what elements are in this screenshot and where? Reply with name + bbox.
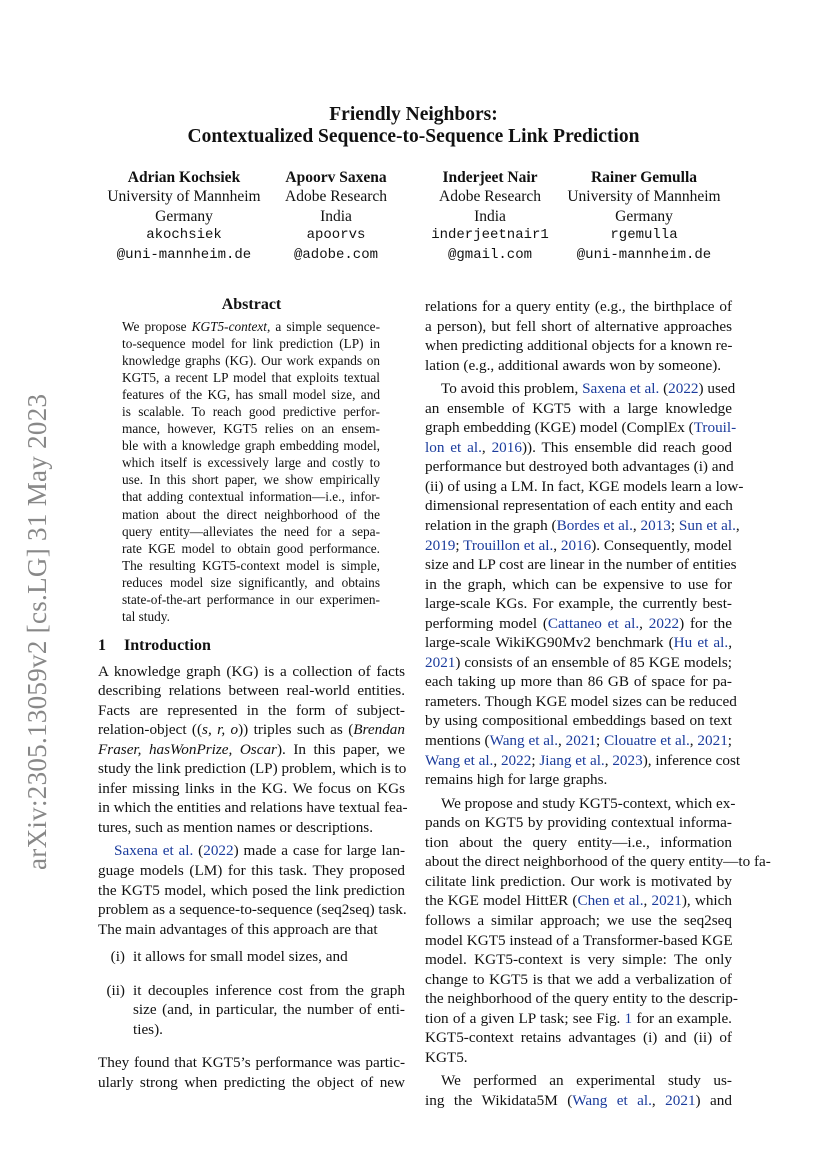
- citation-link[interactable]: 2021: [651, 892, 682, 910]
- citation-link[interactable]: 2022: [668, 380, 699, 398]
- text-run: each taking up more than 86 GB of space for pa-: [425, 673, 732, 691]
- text-line: [425, 418, 737, 438]
- text-run: cilitate link prediction. Our work is motivated by: [425, 872, 732, 890]
- text-run: ,: [558, 732, 566, 750]
- paper-title: [0, 104, 827, 148]
- list-item-label: (ii): [106, 981, 125, 999]
- abstract-heading: Abstract: [221, 296, 282, 313]
- text-run: ;: [531, 751, 540, 769]
- text-run: ) consists of an ensemble of 85 KGE models;: [455, 653, 732, 671]
- text-run: (: [659, 380, 669, 398]
- paragraph: [98, 841, 405, 939]
- text-run: tion of a given LP task; see Fig.: [425, 1009, 625, 1027]
- text-run: the KGT5 model, which posed the link prediction: [98, 881, 405, 899]
- text-run: ) used: [698, 380, 736, 398]
- italic-text: s, r, o: [202, 721, 239, 739]
- text-run: a person), but fell short of alternative approaches: [425, 317, 732, 335]
- text-run: about the direct neighborhood of the query entity—to fa-: [425, 853, 771, 871]
- text-line: [425, 1028, 732, 1048]
- text-line: [425, 911, 732, 931]
- text-line: [98, 841, 405, 861]
- author-email-domain: @uni-mannheim.de: [576, 246, 712, 263]
- text-line: [425, 516, 740, 536]
- text-line: [98, 740, 405, 760]
- text-run: it allows for small model sizes, and: [133, 948, 348, 966]
- text-line: [122, 574, 380, 591]
- arxiv-identifier: arXiv:2305.13059v2 [cs.LG] 31 May 2023: [22, 393, 52, 870]
- citation-link[interactable]: Wang et al.: [489, 732, 559, 750]
- text-line: [133, 981, 405, 1001]
- text-run: , a simple sequence-: [266, 319, 381, 334]
- right-column: [425, 297, 771, 1114]
- text-line: [425, 833, 732, 853]
- author-email: rgemulla: [610, 227, 678, 244]
- text-run: We performed an experimental study us-: [441, 1072, 732, 1090]
- text-line: [425, 1091, 732, 1111]
- text-run: KGT5-context retains advantages (i) and (ii) of: [425, 1029, 732, 1047]
- text-run: The resulting KGT5-context model is simple,: [122, 557, 380, 573]
- text-line: [425, 297, 732, 317]
- author: [99, 168, 269, 265]
- citation-link[interactable]: 2016: [560, 536, 592, 554]
- text-run: problem as a sequence-to-sequence (seq2seq) task.: [98, 901, 407, 919]
- text-run: mentions (: [425, 732, 490, 750]
- author-name: Apoorv Saxena: [285, 169, 387, 186]
- list-item-text: [133, 947, 405, 967]
- text-line: [133, 1020, 405, 1040]
- author-affiliation: Adobe Research: [285, 188, 387, 206]
- text-line: [122, 335, 380, 352]
- text-line: [122, 386, 380, 403]
- text-run: ). Consequently, model: [591, 536, 732, 554]
- text-run: size (and, in particular, the number of enti-: [133, 1001, 405, 1019]
- text-run: large-scale KGs. For example, the currently best-: [425, 595, 732, 613]
- text-line: [122, 471, 380, 488]
- text-run: tal study.: [122, 608, 170, 624]
- text-run: ,: [481, 438, 492, 456]
- text-run: rate KGE model to obtain good performance.: [122, 540, 380, 556]
- text-run: ,: [632, 517, 641, 535]
- text-run: ,: [639, 614, 649, 632]
- citation-link[interactable]: Chen et al.: [577, 892, 644, 910]
- italic-text: KGT5-context: [191, 319, 267, 334]
- citation-link[interactable]: Wang et al.: [425, 751, 494, 769]
- text-line: [425, 931, 732, 951]
- citation-link[interactable]: Cattaneo et al.: [547, 614, 640, 632]
- author-email-domain: @uni-mannheim.de: [116, 246, 252, 263]
- text-line: [425, 891, 732, 911]
- author-affiliation: Adobe Research: [439, 188, 541, 206]
- text-line: [98, 900, 405, 920]
- text-line: [425, 1009, 732, 1029]
- author-email: akochsiek: [146, 227, 222, 244]
- list-item-text: [133, 981, 405, 1040]
- text-run: (: [193, 842, 204, 860]
- text-line: [425, 1071, 732, 1091]
- text-run: ;: [455, 536, 464, 554]
- text-run: dimensional representation of each entity and each: [425, 497, 733, 515]
- text-run: ;: [596, 732, 605, 750]
- citation-link[interactable]: 2021: [565, 732, 597, 750]
- text-run: size and LP cost are linear in the number of entities: [425, 556, 737, 574]
- text-run: ) made a case for large lan-: [233, 842, 405, 860]
- text-run: model KGT5 instead of a Transformer-based KGE: [425, 931, 733, 949]
- text-line: [425, 477, 744, 497]
- text-line: [133, 1000, 405, 1020]
- citation-link[interactable]: Sun et al.: [678, 517, 736, 535]
- text-line: [122, 437, 380, 454]
- paragraph: [425, 379, 744, 789]
- text-run: ,: [643, 892, 652, 910]
- paragraph: [425, 794, 771, 1068]
- text-line: [98, 779, 405, 799]
- author-email: apoorvs: [306, 227, 366, 244]
- text-line: [122, 591, 380, 608]
- text-run: (ii) of using a LM. In fact, KGE models learn a low-: [425, 477, 744, 495]
- author-country: Germany: [615, 207, 673, 225]
- author-affiliation: University of Mannheim: [107, 188, 261, 206]
- text-run: relation-object ((: [98, 721, 203, 739]
- author-affiliation: University of Mannheim: [567, 188, 721, 206]
- citation-link[interactable]: 2021: [665, 1091, 696, 1109]
- text-run: tures, such as mention names or descriptions.: [98, 818, 374, 836]
- list-item: [98, 981, 405, 1040]
- text-line: [122, 608, 380, 625]
- citation-link[interactable]: Bordes et al.: [556, 517, 633, 535]
- text-run: relation in the graph (: [425, 517, 557, 535]
- text-run: that adding contextual information—i.e., infor-: [122, 489, 380, 505]
- citation-link[interactable]: 2019: [425, 536, 456, 554]
- text-line: [98, 681, 405, 701]
- text-run: state-of-the-art performance in our experimen-: [122, 591, 380, 607]
- italic-text: Fraser, hasWonPrize, Oscar: [98, 740, 277, 758]
- text-run: by using compositional embeddings based on text: [425, 712, 732, 730]
- text-line: [425, 336, 732, 356]
- italic-text: Brendan: [353, 721, 405, 739]
- text-line: [425, 379, 736, 399]
- text-run: query entity—alleviates the need for a sepa-: [122, 523, 380, 539]
- text-line: [98, 720, 405, 740]
- text-run: We propose and study KGT5-context, which ex-: [441, 794, 736, 812]
- text-line: [98, 798, 408, 818]
- citation-link[interactable]: 2022: [203, 842, 234, 860]
- text-run: graph embedding (KGE) model (ComplEx (: [425, 419, 694, 437]
- author-country: India: [474, 207, 506, 225]
- citation-link[interactable]: 2013: [640, 517, 671, 535]
- text-line: [425, 794, 736, 814]
- paragraph: [98, 662, 408, 838]
- text-line: [425, 813, 732, 833]
- citation-link[interactable]: Jiang et al.: [539, 751, 605, 769]
- text-line: [425, 872, 732, 892]
- text-line: [122, 557, 380, 574]
- text-run: ;: [670, 517, 679, 535]
- author-name: Inderjeet Nair: [442, 169, 538, 186]
- text-run: The main advantages of this approach are that: [98, 920, 378, 938]
- text-run: features of the KG, has small model size, and: [122, 387, 380, 403]
- text-line: [425, 989, 738, 1009]
- list-item: [98, 947, 405, 967]
- author-email-domain: @gmail.com: [447, 246, 532, 263]
- text-line: [98, 881, 405, 901]
- text-run: remains high for large graphs.: [425, 771, 608, 789]
- text-run: ) for the: [679, 614, 733, 632]
- advantages-list: [98, 947, 405, 1039]
- text-run: ), inference cost: [642, 751, 741, 769]
- text-line: [98, 701, 405, 721]
- author-country: India: [320, 207, 352, 225]
- left-paragraphs: [98, 662, 408, 940]
- text-run: describing relations between real-world entities.: [98, 682, 405, 700]
- text-line: [425, 653, 732, 673]
- text-run: ,: [493, 751, 501, 769]
- text-run: A knowledge graph (KG) is a collection of facts: [98, 662, 405, 680]
- citation-link[interactable]: 2023: [612, 751, 643, 769]
- text-run: is scalable. To reach good predictive perfor-: [122, 404, 380, 420]
- text-run: large-scale WikiKG90Mv2 benchmark (: [425, 634, 674, 652]
- author: [251, 168, 421, 265]
- text-line: [122, 454, 380, 471]
- citation-link[interactable]: Saxena et al.: [114, 842, 194, 860]
- citation-link[interactable]: Trouillon et al.: [463, 536, 554, 554]
- title-line-2: Contextualized Sequence-to-Sequence Link Prediction: [187, 126, 640, 147]
- text-line: [425, 1048, 732, 1068]
- paragraph: [425, 1071, 732, 1110]
- left-column: [98, 636, 408, 1092]
- citation-link[interactable]: 2021: [425, 653, 456, 671]
- text-line: [122, 352, 380, 369]
- text-line: [122, 506, 380, 523]
- paragraph: [425, 297, 732, 375]
- text-line: [425, 457, 732, 477]
- list-item-label: (i): [110, 948, 125, 966]
- text-run: ularly strong when predicting the object of new: [98, 1073, 405, 1091]
- text-line: [122, 523, 380, 540]
- text-run: )). This ensemble did reach good: [521, 438, 733, 456]
- text-run: ,: [553, 536, 561, 554]
- text-line: [98, 1073, 405, 1093]
- text-line: [425, 399, 732, 419]
- text-line: [425, 594, 732, 614]
- text-line: [425, 575, 732, 595]
- text-run: ), which: [681, 892, 732, 910]
- text-line: [425, 555, 737, 575]
- text-run: use. In this short paper, we show empirically: [122, 472, 380, 488]
- text-line: [98, 818, 405, 838]
- author-email: inderjeetnair1: [431, 227, 549, 244]
- citation-link[interactable]: lon et al.: [425, 438, 482, 456]
- citation-link[interactable]: 1: [624, 1009, 633, 1027]
- text-run: to-sequence model for link prediction (LP) in: [122, 336, 380, 352]
- citation-link[interactable]: Clouatre et al.: [604, 732, 690, 750]
- text-run: ing the Wikidata5M (: [425, 1091, 573, 1109]
- author: [405, 168, 575, 265]
- text-run: KGT5.: [425, 1048, 468, 1066]
- text-run: an ensemble of KGT5 with a large knowledge: [425, 399, 732, 417]
- text-line: [425, 852, 771, 872]
- text-run: in which the entities and relations have textual fea-: [98, 799, 408, 817]
- section-heading: [98, 636, 405, 656]
- text-run: They found that KGT5’s performance was partic-: [98, 1054, 405, 1072]
- citation-link[interactable]: Wang et al.: [572, 1091, 652, 1109]
- citation-link[interactable]: Saxena et al.: [582, 380, 660, 398]
- text-run: We propose: [122, 319, 192, 334]
- text-line: [425, 770, 732, 790]
- text-run: ,: [728, 634, 732, 652]
- section-number: 1: [98, 637, 106, 654]
- text-run: it decouples inference cost from the graph: [133, 981, 405, 999]
- paragraph: [98, 1053, 405, 1092]
- section-title: Introduction: [124, 637, 211, 654]
- text-run: performing model (: [425, 614, 548, 632]
- text-run: ) and: [695, 1091, 732, 1109]
- abstract-body: [122, 318, 380, 625]
- text-run: lation (e.g., additional awards won by someone).: [425, 356, 722, 374]
- text-run: which itself is excessively large and costly to: [122, 455, 380, 471]
- text-line: [425, 970, 732, 990]
- text-run: follows a similar approach; we use the seq2seq: [425, 911, 732, 929]
- text-run: )) triples such as (: [238, 721, 354, 739]
- text-line: [425, 692, 737, 712]
- text-line: [98, 861, 405, 881]
- text-run: in the graph, which can be expensive to use for: [425, 575, 732, 593]
- text-line: [425, 536, 732, 556]
- text-line: [122, 318, 380, 335]
- text-line: [122, 369, 380, 386]
- title-line-1: Friendly Neighbors:: [329, 104, 498, 125]
- citation-link[interactable]: 2022: [500, 751, 532, 769]
- text-run: pands on KGT5 by providing contextual informa-: [425, 814, 732, 832]
- text-line: [122, 488, 380, 505]
- text-run: tion about the query entity—i.e., information: [425, 833, 732, 851]
- text-line: [425, 614, 732, 634]
- text-run: infer missing links in the KG. We focus on KGs: [98, 779, 405, 797]
- text-run: mation about the direct neighborhood of the: [122, 506, 380, 522]
- text-line: [425, 731, 732, 751]
- text-run: guage models (LM) for this task. They proposed: [98, 862, 405, 880]
- citation-link[interactable]: 2016: [491, 438, 522, 456]
- text-run: KGT5, a recent LP model that exploits textual: [122, 370, 380, 386]
- text-run: the neighborhood of the query entity to the descrip-: [425, 990, 738, 1008]
- citation-link[interactable]: 2022: [648, 614, 680, 632]
- text-run: model. KGT5-context is very simple: The only: [425, 951, 732, 969]
- text-line: [98, 920, 405, 940]
- text-line: [425, 711, 732, 731]
- text-run: ,: [735, 517, 740, 535]
- text-run: ties).: [133, 1020, 163, 1038]
- citation-link[interactable]: 2021: [697, 732, 728, 750]
- text-run: relations for a query entity (e.g., the birthplace of: [425, 298, 732, 315]
- text-line: [133, 947, 405, 967]
- author-country: Germany: [155, 207, 213, 225]
- text-line: [425, 438, 732, 458]
- text-line: [425, 950, 732, 970]
- text-line: [122, 540, 380, 557]
- text-line: [425, 496, 732, 516]
- author-email-domain: @adobe.com: [293, 246, 378, 263]
- text-line: [98, 662, 405, 682]
- text-line: [425, 633, 732, 653]
- author-name: Adrian Kochsiek: [127, 169, 241, 186]
- citation-link[interactable]: Trouil-: [693, 419, 737, 437]
- text-run: study the link prediction (LP) problem, which is to: [98, 760, 407, 778]
- text-run: Facts are represented in the form of subject-: [98, 701, 405, 719]
- text-line: [425, 751, 741, 771]
- text-line: [425, 672, 732, 692]
- text-run: ,: [604, 751, 613, 769]
- text-run: To avoid this problem,: [441, 380, 583, 398]
- text-line: [98, 1053, 405, 1073]
- text-line: [98, 759, 405, 779]
- citation-link[interactable]: Hu et al.: [673, 634, 729, 652]
- text-line: [122, 403, 380, 420]
- text-run: ). In this paper, we: [276, 740, 406, 758]
- text-run: knowledge graphs (KG). Our work expands on: [122, 353, 380, 369]
- text-line: [122, 420, 380, 437]
- text-run: performance but destroyed both advantages (i) and: [425, 458, 734, 476]
- text-line: [425, 317, 732, 337]
- author-name: Rainer Gemulla: [590, 169, 698, 186]
- text-run: rameters. Though KGE model sizes can be reduced: [425, 692, 737, 710]
- text-run: for an example.: [632, 1009, 732, 1027]
- text-run: mance, however, KGT5 relies on an ensem-: [122, 421, 380, 437]
- text-line: [425, 356, 732, 376]
- text-run: ble with a knowledge graph embedding model,: [122, 438, 380, 454]
- author: [559, 168, 729, 265]
- text-run: when predicting additional objects for a known re-: [425, 337, 733, 355]
- text-run: change to KGT5 is that we add a verbalization of: [425, 970, 732, 988]
- text-run: ,: [689, 732, 698, 750]
- text-run: the KGE model HittER (: [425, 892, 578, 910]
- text-run: ,: [651, 1091, 666, 1109]
- text-run: ;: [727, 732, 733, 750]
- text-run: reduces model size significantly, and obtains: [122, 574, 380, 590]
